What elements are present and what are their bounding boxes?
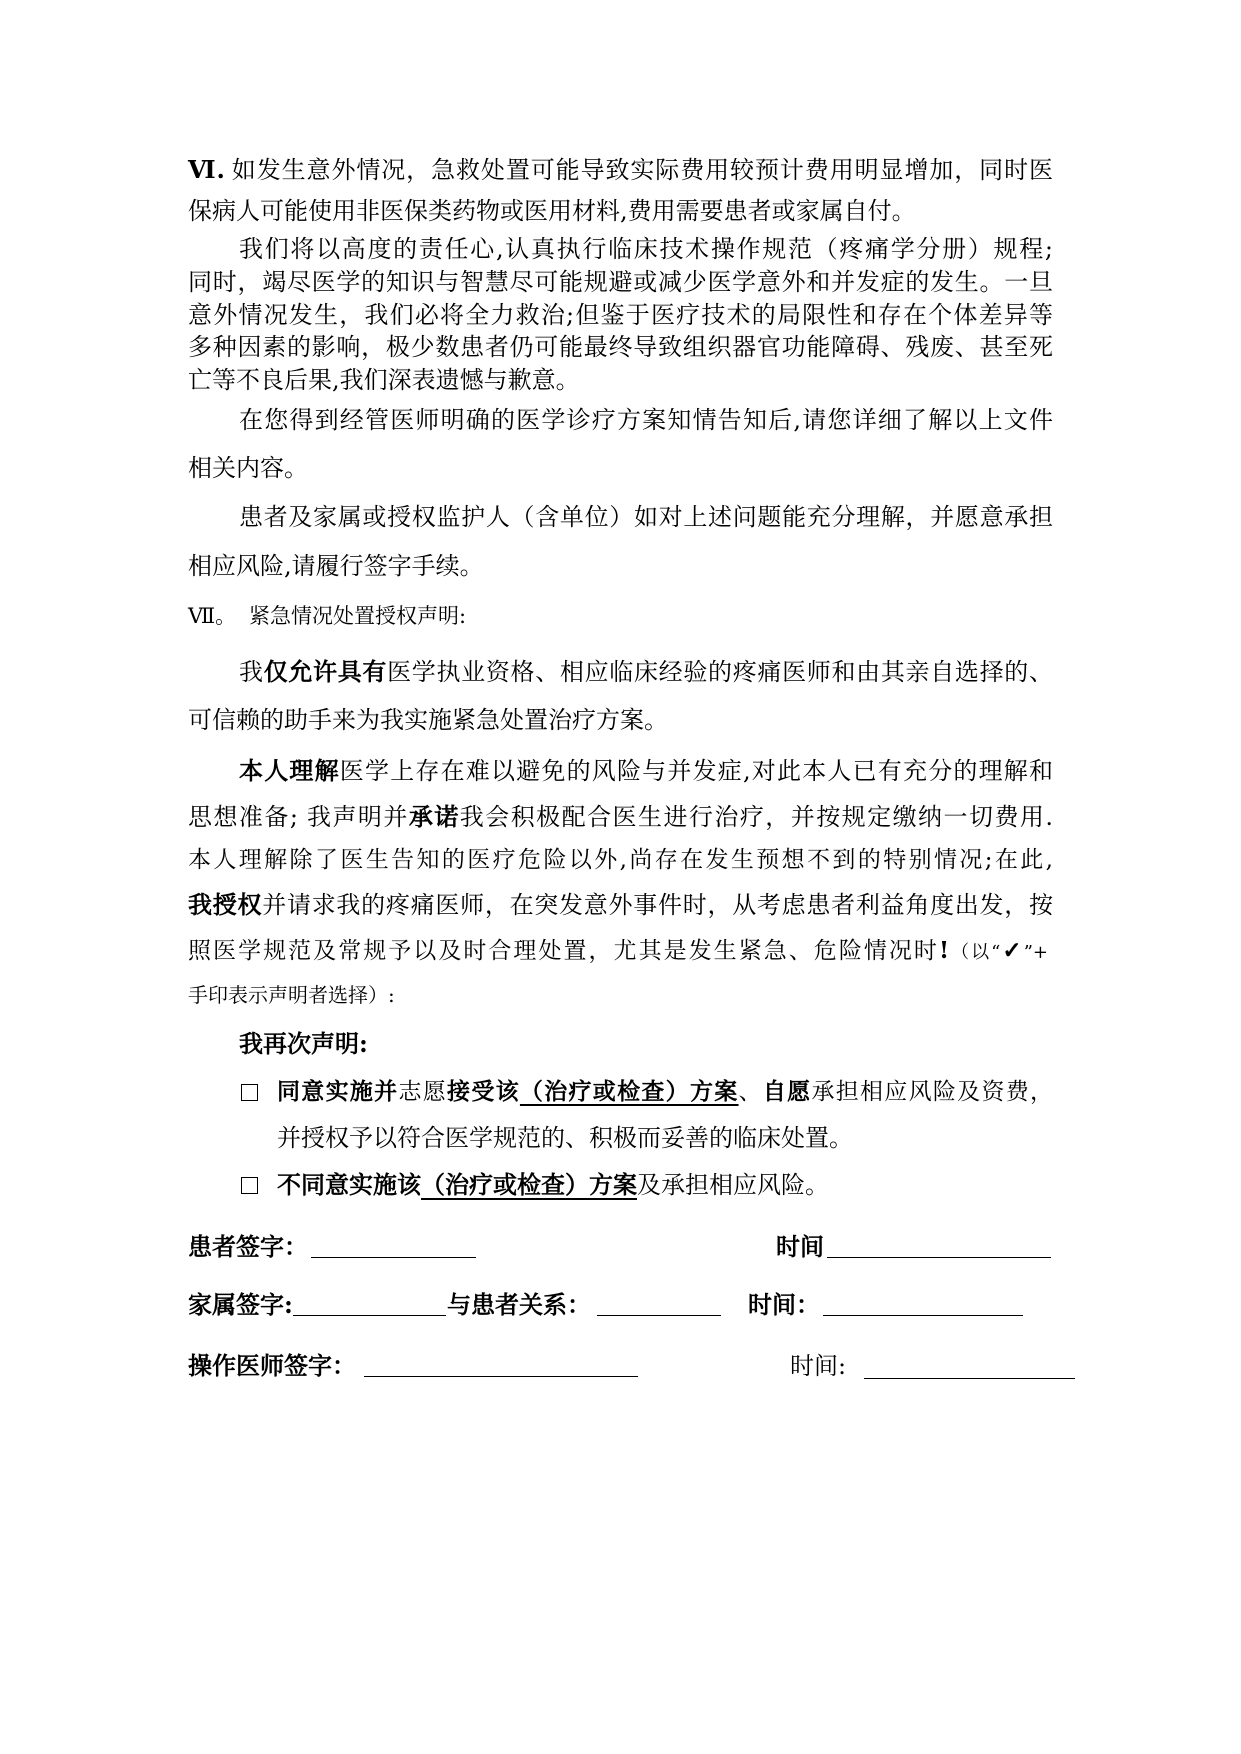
patient-time-label: 时间 — [776, 1232, 824, 1261]
commitment-line-4: 多种因素的影响，极少数患者仍可能最终导致组织器官功能障碍、残废、甚至死 — [188, 333, 1053, 361]
authorization-p1-line-1 — [239, 657, 1053, 687]
agree-option-line-1[interactable] — [277, 1077, 1053, 1107]
authorization-bold-text: 仅允许具有 — [263, 657, 388, 686]
physician-signature-label: 操作医师签字： — [188, 1351, 356, 1380]
consent-request-line-1: 患者及家属或授权监护人（含单位）如对上述问题能充分理解，并愿意承担 — [239, 503, 1053, 531]
patient-signature-field[interactable] — [311, 1257, 476, 1258]
commitment-line-5: 亡等不良后果,我们深表遗憾与歉意。 — [188, 366, 580, 394]
exclamation-mark: ! — [938, 937, 950, 964]
authorization-text: 照医学规范及常规予以及时合理处置，尤其是发生紧急、危险情况时 — [188, 938, 939, 964]
clause-vi-line-2 — [188, 196, 916, 226]
family-time-field[interactable] — [823, 1315, 1023, 1316]
family-signature-label: 家属签字: — [188, 1290, 293, 1319]
physician-time-label: 时间: — [790, 1352, 847, 1380]
disagree-checkbox[interactable] — [241, 1177, 258, 1194]
physician-time-field[interactable] — [864, 1378, 1075, 1379]
authorization-bold-text: 我授权 — [188, 890, 263, 919]
commitment-line-3: 意外情况发生，我们必将全力救治;但鉴于医疗技术的局限性和存在个体差异等 — [188, 301, 1053, 329]
authorization-p2-line-5 — [188, 936, 1048, 968]
physician-signature-field[interactable] — [364, 1376, 638, 1377]
authorization-note-text: （以“ — [949, 942, 1001, 963]
agree-option-text: 志愿 — [398, 1079, 448, 1105]
agree-option-bold-text: 自愿 — [762, 1078, 812, 1105]
disagree-option-bold-text: 不同意实施该 — [277, 1170, 421, 1199]
authorization-note-text: ”+ — [1023, 942, 1049, 963]
authorization-p2-line-6: 手印表示声明者选择）: — [188, 983, 395, 1007]
clause-vi-text-2: 保病人可能使用非医保类药物或医用材料,费用需要患者或家属自付。 — [188, 197, 916, 225]
authorization-p2-line-4 — [188, 890, 1053, 920]
authorization-p2-line-3: 本人理解除了医生告知的医疗危险以外,尚存在发生预想不到的特别情况;在此, — [188, 847, 1053, 873]
notice-line-2: 相关内容。 — [188, 454, 308, 482]
notice-line-1: 在您得到经管医师明确的医学诊疗方案知情告知后,请您详细了解以上文件 — [239, 406, 1053, 434]
authorization-text: 我 — [239, 658, 264, 686]
agree-option-text: 、 — [738, 1079, 763, 1105]
authorization-text: 并请求我的疼痛医师，在突发意外事件时，从考虑患者利益角度出发，按 — [262, 891, 1054, 919]
authorization-text: 思想准备; 我声明并 — [188, 803, 409, 831]
agree-option-plan-text: （治疗或检查）方案 — [519, 1078, 739, 1105]
consent-request-line-2: 相应风险,请履行签字手续。 — [188, 552, 484, 580]
clause-vii-title: 紧急情况处置授权声明: — [249, 604, 467, 628]
clause-vii-number: Ⅶ。 — [188, 604, 237, 628]
clause-vi-text-1: 如发生意外情况，急救处置可能导致实际费用较预计费用明显增加，同时医 — [230, 156, 1054, 184]
clause-vi-number: Ⅵ. — [188, 155, 225, 184]
patient-signature-label: 患者签字： — [188, 1232, 308, 1261]
declaration-heading: 我再次声明: — [239, 1029, 368, 1058]
authorization-text: 我会积极配合医生进行治疗，并按规定缴纳一切费用. — [459, 803, 1053, 831]
disagree-option-text: 及承担相应风险。 — [637, 1171, 829, 1199]
authorization-p1-line-2: 可信赖的助手来为我实施紧急处置治疗方案。 — [188, 706, 668, 734]
clause-vi-line-1 — [188, 155, 1053, 185]
authorization-text: 医学上存在难以避免的风险与并发症,对此本人已有充分的理解和 — [339, 757, 1053, 785]
authorization-bold-text: 本人理解 — [239, 756, 340, 785]
agree-checkbox[interactable] — [241, 1084, 258, 1101]
family-time-label: 时间： — [748, 1290, 820, 1319]
authorization-p2-line-1 — [239, 756, 1053, 786]
patient-time-field[interactable] — [827, 1257, 1051, 1258]
relationship-label: 与患者关系： — [447, 1290, 591, 1319]
authorization-p2-line-2 — [188, 802, 1053, 832]
commitment-line-1: 我们将以高度的责任心,认真执行临床技术操作规范（疼痛学分册）规程; — [239, 235, 1053, 263]
family-signature-field[interactable] — [293, 1315, 446, 1316]
disagree-option-line[interactable] — [277, 1170, 829, 1200]
authorization-bold-text: 承诺 — [408, 802, 460, 831]
authorization-text: 医学执业资格、相应临床经验的疼痛医师和由其亲自选择的、 — [387, 658, 1053, 686]
agree-option-bold-text: 同意实施并 — [277, 1078, 399, 1105]
agree-option-line-2: 并授权予以符合医学规范的、积极而妥善的临床处置。 — [277, 1124, 853, 1152]
check-mark-icon: ✓ — [1000, 937, 1024, 964]
agree-option-bold-text: 接受该 — [447, 1078, 520, 1105]
relationship-field[interactable] — [597, 1315, 721, 1316]
commitment-line-2: 同时，竭尽医学的知识与智慧尽可能规避或减少医学意外和并发症的发生。一旦 — [188, 268, 1053, 296]
agree-option-text: 承担相应风险及资费， — [811, 1079, 1054, 1105]
disagree-option-plan-text: （治疗或检查）方案 — [421, 1170, 637, 1199]
